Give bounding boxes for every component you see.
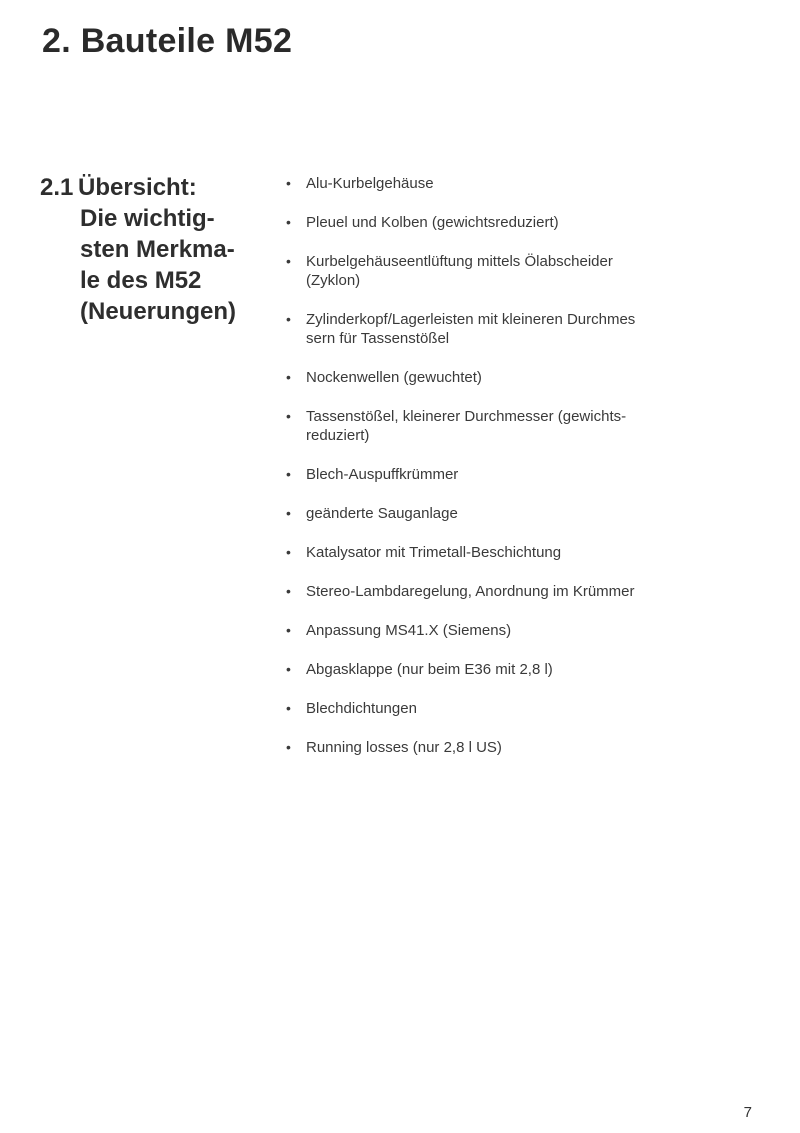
list-item	[286, 252, 756, 290]
list-item-text: Anpassung MS41.X (Siemens)	[306, 622, 512, 639]
list-item-text: geänderte Sauganlage	[306, 505, 458, 522]
section-heading-line	[40, 172, 280, 203]
bullet-icon: •	[286, 583, 291, 599]
list-item	[286, 310, 756, 348]
list-item-text-continued: sern für Tassenstößel	[306, 330, 450, 347]
bullet-icon: •	[286, 466, 291, 482]
bullet-icon: •	[286, 622, 291, 638]
list-item-text: Blechdichtungen	[306, 700, 417, 717]
bullet-icon: •	[286, 369, 291, 385]
bullet-icon: •	[286, 661, 291, 677]
list-item	[286, 660, 756, 679]
list-item-text: Katalysator mit Trimetall-Beschichtung	[306, 544, 562, 561]
list-item	[286, 699, 756, 718]
list-item-text-continued: reduziert)	[306, 427, 370, 444]
bullet-icon: •	[286, 175, 291, 191]
section-heading-text: Übersicht:	[78, 174, 197, 201]
list-item	[286, 543, 756, 562]
bullet-icon: •	[286, 214, 291, 230]
section-heading	[40, 172, 280, 327]
page-number: 7	[743, 1104, 752, 1121]
list-item-text: Blech-Auspuffkrümmer	[306, 466, 459, 483]
list-item-text: Kurbelgehäuseentlüftung mittels Ölabscheider	[306, 253, 613, 270]
list-item-text: Zylinderkopf/Lagerleisten mit kleineren Durchmes	[306, 311, 636, 328]
bullet-icon: •	[286, 311, 291, 327]
list-item	[286, 174, 756, 193]
list-item	[286, 504, 756, 523]
bullet-icon: •	[286, 544, 291, 560]
list-item	[286, 213, 756, 232]
list-item	[286, 582, 756, 601]
bullet-icon: •	[286, 505, 291, 521]
list-item	[286, 738, 756, 757]
list-item-text: Nockenwellen (gewuchtet)	[306, 369, 482, 386]
list-item	[286, 621, 756, 640]
section-heading-line: (Neuerungen)	[80, 298, 236, 325]
list-item	[286, 368, 756, 387]
bullet-icon: •	[286, 408, 291, 424]
bullet-icon: •	[286, 253, 291, 269]
section-heading-line: le des M52	[80, 267, 202, 294]
list-item-text: Pleuel und Kolben (gewichtsreduziert)	[306, 214, 559, 231]
list-item	[286, 407, 756, 445]
list-item-text: Running losses (nur 2,8 l US)	[306, 739, 502, 756]
section-number: 2.1	[40, 174, 74, 201]
page-title: 2. Bauteile M52	[42, 22, 293, 60]
list-item-text: Tassenstößel, kleinerer Durchmesser (gewichts-	[306, 408, 627, 425]
list-item-text: Abgasklappe (nur beim E36 mit 2,8 l)	[306, 661, 553, 678]
bullet-icon: •	[286, 739, 291, 755]
section-heading-line: Die wichtig-	[80, 205, 215, 232]
section-heading-line: sten Merkma-	[80, 236, 235, 263]
list-item-text: Alu-Kurbelgehäuse	[306, 175, 434, 192]
list-item-text-continued: (Zyklon)	[306, 272, 361, 289]
list-item-text: Stereo-Lambdaregelung, Anordnung im Krümmer	[306, 583, 635, 600]
list-item	[286, 465, 756, 484]
feature-list	[286, 174, 756, 777]
bullet-icon: •	[286, 700, 291, 716]
